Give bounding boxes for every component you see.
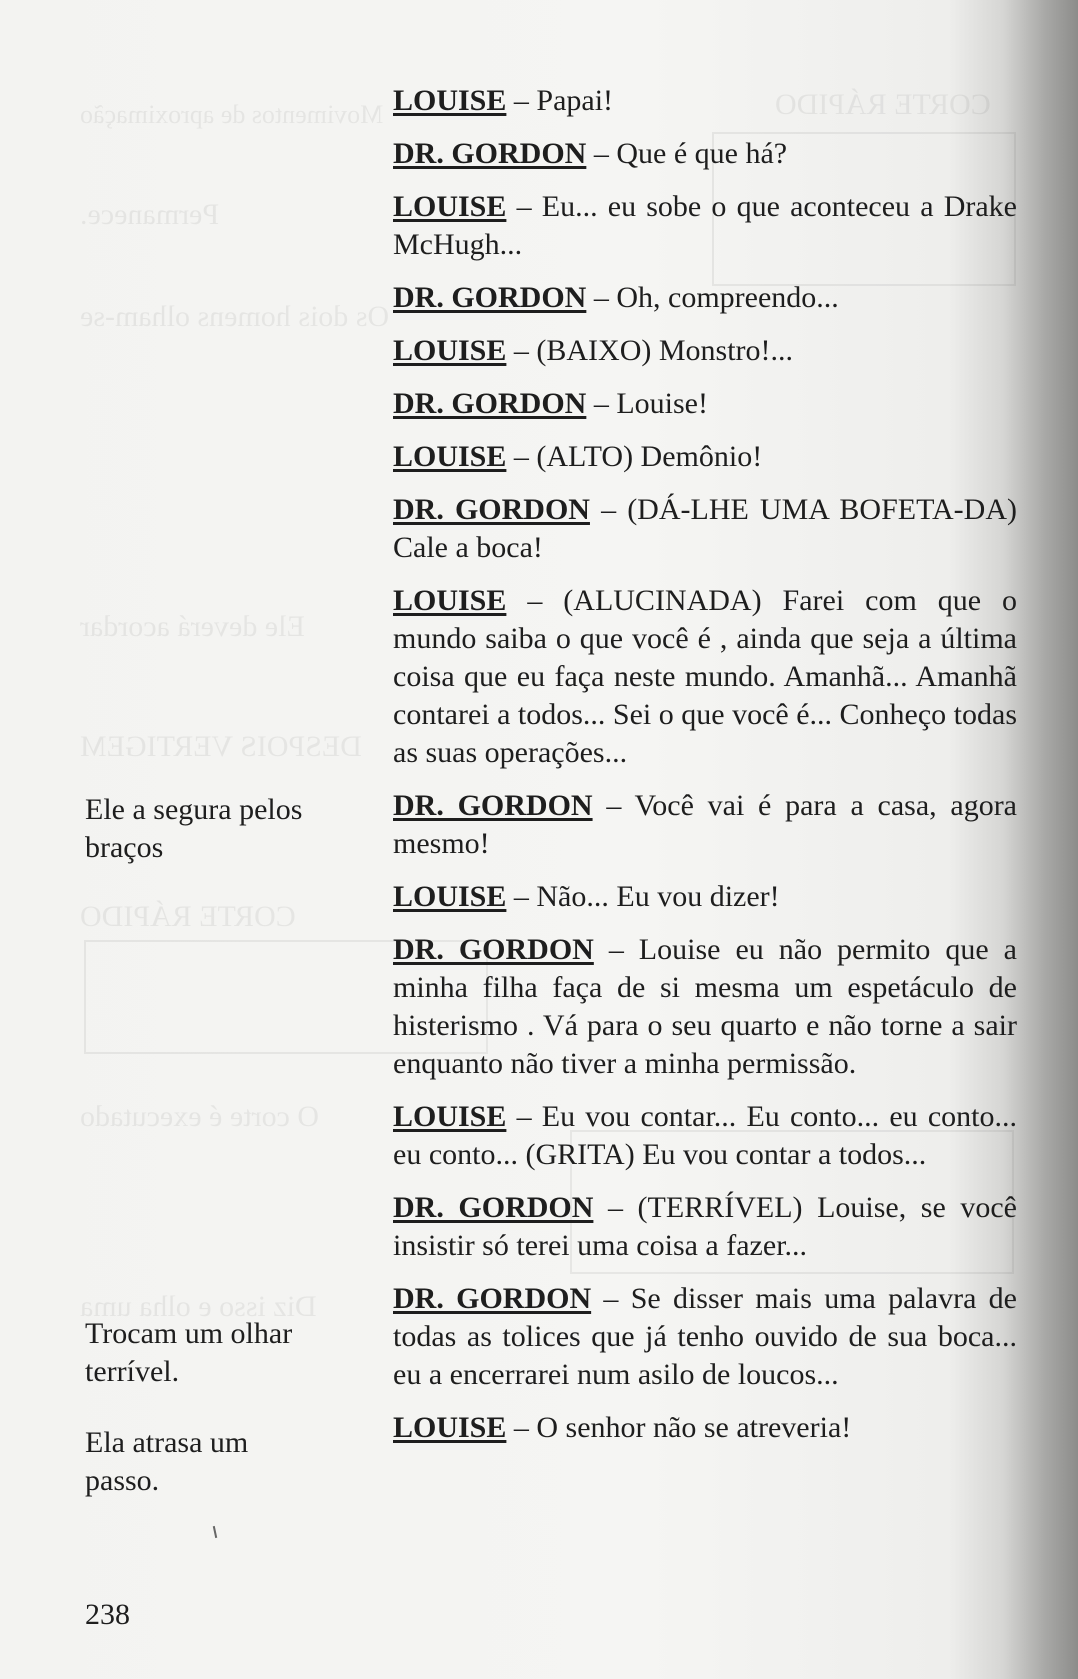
speaker-name: LOUISE: [393, 440, 507, 473]
speaker-name: LOUISE: [393, 84, 507, 117]
speaker-name: DR. GORDON: [393, 493, 590, 526]
stage-note-step: Ela atrasa um passo.: [85, 1426, 249, 1497]
speech-line: [393, 385, 1017, 423]
speech-text: – (ALTO) Demônio!: [506, 440, 763, 473]
speech-text: – Oh, compreendo...: [586, 281, 839, 314]
speaker-name: DR. GORDON: [393, 1282, 592, 1315]
speaker-name: DR. GORDON: [393, 933, 594, 966]
speech-text: – Eu... eu sobe o que aconteceu a Drake McHugh...: [393, 190, 1017, 261]
speaker-name: DR. GORDON: [393, 789, 593, 822]
speech-line: [393, 188, 1017, 264]
speech-text: – Louise!: [586, 387, 708, 420]
speech-line: [393, 491, 1017, 567]
speech-text: – Papai!: [506, 84, 614, 117]
speaker-name: LOUISE: [393, 334, 507, 367]
speaker-name: DR. GORDON: [393, 281, 587, 314]
stage-note-look: Trocam um olhar terrível.: [85, 1317, 293, 1388]
speaker-name: LOUISE: [393, 880, 507, 913]
speech-text: – (DÁ-LHE UMA BOFETA-DA) Cale a boca!: [393, 493, 1017, 564]
dialogue-column: [393, 82, 1017, 1462]
speech-line: [393, 787, 1017, 863]
speech-line: [393, 438, 1017, 476]
speaker-name: DR. GORDON: [393, 1191, 594, 1224]
speech-line: [393, 332, 1017, 370]
speech-text: – (ALUCINADA) Farei com que o mundo saiba o que você é , ainda que seja a última coisa que eu faça neste mundo. Amanhã... Amanhã contarei a todos... Sei o que você é... Conheço todas as suas operações...: [393, 584, 1017, 769]
ink-speck: [213, 1526, 217, 1538]
speech-line: [393, 135, 1017, 173]
speech-text: – Se disser mais uma palavra de todas as tolices que já tenho ouvido de sua boca... eu a encerrarei num asilo de loucos...: [393, 1282, 1017, 1391]
speech-text: – Não... Eu vou dizer!: [506, 880, 780, 913]
speech-line: [393, 1409, 1017, 1447]
speech-line: [393, 931, 1017, 1083]
speaker-name: DR. GORDON: [393, 387, 587, 420]
speaker-name: DR. GORDON: [393, 137, 587, 170]
speech-text: – (TERRÍVEL) Louise, se você insistir só terei uma coisa a fazer...: [393, 1191, 1017, 1262]
speech-text: – O senhor não se atreveria!: [506, 1411, 852, 1444]
speech-line: [393, 1280, 1017, 1394]
page-number: 238: [85, 1598, 130, 1631]
speech-line: [393, 582, 1017, 772]
speech-text: – Louise eu não permito que a minha filha faça de si mesma um espetáculo de histerismo . Vá para o seu quarto e não torne a sair enquanto não tiver a minha permissão.: [393, 933, 1017, 1080]
speech-text: – Que é que há?: [586, 137, 788, 170]
speech-text: – (BAIXO) Monstro!...: [506, 334, 794, 367]
speech-text: – Você vai é para a casa, agora mesmo!: [393, 789, 1017, 860]
speaker-name: LOUISE: [393, 1411, 507, 1444]
stage-note-grab: Ele a segura pelos braços: [85, 793, 303, 864]
book-page: CORTE RÁPIDO Movimentos de aproximação Permanece. Os dois homens olham-se Ele deverá acordar DESPOIS VERTIGEM CORTE RÁPIDO O corte é executado Diz isso e olha uma LOUISE – Papai! DR. GORDON – Que é que há? LOUISE – Eu... eu sobe o que aconteceu a Drake McHugh... DR. GORDON – Oh, compreendo... LOUISE – (BAIXO) Monstro!... DR. GORDON – Louise! LOUISE – (ALTO) Demônio! DR. GORDON – (DÁ-LHE UMA BOFETA-DA) Cale a boca! LOUISE – (ALUCINADA) Farei com que o mundo saiba o que você é , ainda que seja a última coisa que eu faça neste mundo. Amanhã... Amanhã contarei a todos... Sei o que você é... Conheço todas as suas operações... DR. GORDON – Você vai é para a casa, agora mesmo! LOUISE – Não... Eu vou dizer! DR. GORDON – Louise eu não permito que a minha filha faça de si mesma um espetáculo de histerismo . Vá para o seu quarto e não torne a sair enquanto não tiver a minha permissão. LOUISE – Eu vou contar... Eu conto... eu conto... eu conto... (GRITA) Eu vou contar a todos... DR. GORDON – (TERRÍVEL) Louise, se você insistir só terei uma coisa a fazer... DR. GORDON – Se disser mais uma palavra de todas as tolices que já tenho ouvido de sua boca... eu a encerrarei num asilo de loucos... LOUISE – O senhor não se atreveria! Ele a segura pelos braços Trocam um olhar terrível. Ela atrasa um passo. 238: [0, 0, 1078, 1679]
speech-line: [393, 878, 1017, 916]
speaker-name: LOUISE: [393, 584, 507, 617]
speech-line: [393, 279, 1017, 317]
speech-text: – Eu vou contar... Eu conto... eu conto... eu conto... (GRITA) Eu vou contar a todos...: [393, 1100, 1017, 1171]
speech-line: [393, 1098, 1017, 1174]
speaker-name: LOUISE: [393, 1100, 507, 1133]
speech-line: [393, 1189, 1017, 1265]
speech-line: [393, 82, 1017, 120]
speaker-name: LOUISE: [393, 190, 507, 223]
